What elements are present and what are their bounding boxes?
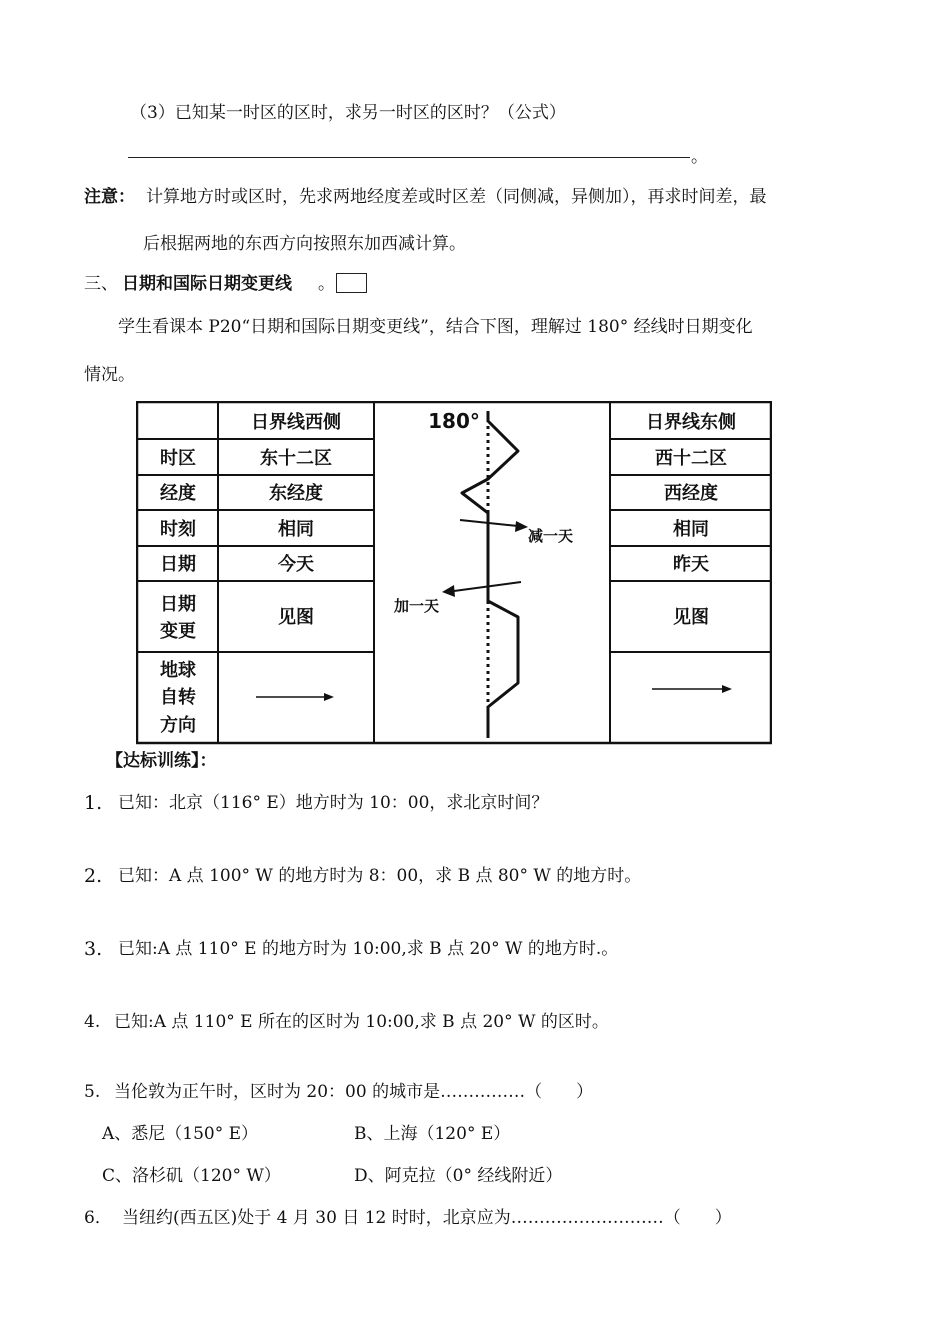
section-3-title: 日期和国际日期变更线 bbox=[122, 274, 292, 294]
header-west: 日界线西侧 bbox=[251, 412, 341, 433]
west-longitude: 东经度 bbox=[269, 483, 323, 504]
row-label-rotation-3: 方向 bbox=[160, 715, 196, 736]
question-1-text: 已知：北京（116° E）地方时为 10：00，求北京时间？ bbox=[118, 793, 549, 813]
question-6-text: 当纽约(西五区)处于 4 月 30 日 12 时时，北京应为………………………（ ） bbox=[122, 1208, 732, 1228]
note-label: 注意： bbox=[84, 187, 135, 207]
note-line-1: 计算地方时或区时，先求两地经度差或时区差（同侧减，异侧加），再求时间差，最 bbox=[146, 187, 767, 207]
option-b[interactable]: B、上海（120° E） bbox=[354, 1124, 511, 1144]
question-2-text: 已知：A 点 100° W 的地方时为 8：00，求 B 点 80° W 的地方时。 bbox=[118, 866, 642, 886]
west-time: 相同 bbox=[278, 519, 314, 540]
question-3-formula: （3）已知某一时区的区时，求另一时区的区时？（公式） bbox=[130, 103, 566, 123]
international-date-line bbox=[462, 411, 518, 738]
row-label-date: 日期 bbox=[160, 554, 196, 575]
row-label-date-change-2: 变更 bbox=[160, 621, 196, 642]
option-a[interactable]: A、悉尼（150° E） bbox=[102, 1124, 259, 1144]
question-5-text: 当伦敦为正午时，区时为 20：00 的城市是……………（ ） bbox=[114, 1082, 594, 1102]
section-3-period: 。 bbox=[318, 274, 335, 294]
east-date: 昨天 bbox=[673, 554, 709, 575]
west-rotation-arrow bbox=[256, 693, 334, 701]
date-line-figure bbox=[136, 401, 772, 745]
option-d[interactable]: D、阿克拉（0° 经线附近） bbox=[354, 1166, 563, 1186]
row-label-longitude: 经度 bbox=[160, 483, 196, 504]
row-label-date-change-1: 日期 bbox=[160, 594, 196, 615]
intro-line-1: 学生看课本 P20“日期和国际日期变更线”，结合下图，理解过 180° 经线时日期变化 bbox=[118, 317, 753, 337]
add-one-day-label: 加一天 bbox=[394, 597, 440, 615]
east-date-change: 见图 bbox=[673, 607, 709, 628]
west-date-change: 见图 bbox=[278, 607, 314, 628]
question-number: 4. bbox=[84, 1012, 101, 1032]
east-timezone: 西十二区 bbox=[655, 448, 727, 469]
section-3-number: 三、 bbox=[84, 274, 118, 294]
answer-blank-line bbox=[128, 157, 690, 158]
cross-east-arrow bbox=[460, 520, 528, 532]
west-timezone: 东十二区 bbox=[260, 448, 332, 469]
west-date: 今天 bbox=[278, 554, 314, 575]
cross-west-arrow bbox=[442, 582, 521, 597]
east-longitude: 西经度 bbox=[664, 483, 718, 504]
subtract-one-day-label: 减一天 bbox=[528, 527, 574, 545]
header-180: 180° bbox=[428, 409, 480, 433]
answer-line-period: 。 bbox=[691, 147, 708, 167]
row-label-time: 时刻 bbox=[160, 519, 196, 540]
row-label-timezone: 时区 bbox=[160, 448, 196, 469]
option-c[interactable]: C、洛杉矶（120° W） bbox=[102, 1166, 281, 1186]
note-line-2: 后根据两地的东西方向按照东加西减计算。 bbox=[143, 234, 466, 254]
header-east: 日界线东侧 bbox=[646, 412, 736, 433]
question-number: 2. bbox=[84, 865, 103, 887]
row-label-rotation-2: 自转 bbox=[160, 687, 196, 708]
question-4-text: 已知:A 点 110° E 所在的区时为 10:00,求 B 点 20° W 的区时。 bbox=[114, 1012, 609, 1032]
question-3-text: 已知:A 点 110° E 的地方时为 10:00,求 B 点 20° W 的地方时.。 bbox=[118, 939, 619, 959]
east-rotation-arrow bbox=[652, 685, 732, 693]
question-number: 5. bbox=[84, 1082, 101, 1102]
row-label-rotation-1: 地球 bbox=[160, 660, 196, 681]
question-number: 1. bbox=[84, 792, 103, 814]
practice-title: 【达标训练】： bbox=[106, 751, 217, 771]
east-time: 相同 bbox=[673, 519, 709, 540]
question-number: 3. bbox=[84, 938, 103, 960]
question-number: 6． bbox=[84, 1208, 112, 1228]
intro-line-2: 情况。 bbox=[84, 365, 135, 385]
answer-box[interactable] bbox=[336, 273, 367, 293]
